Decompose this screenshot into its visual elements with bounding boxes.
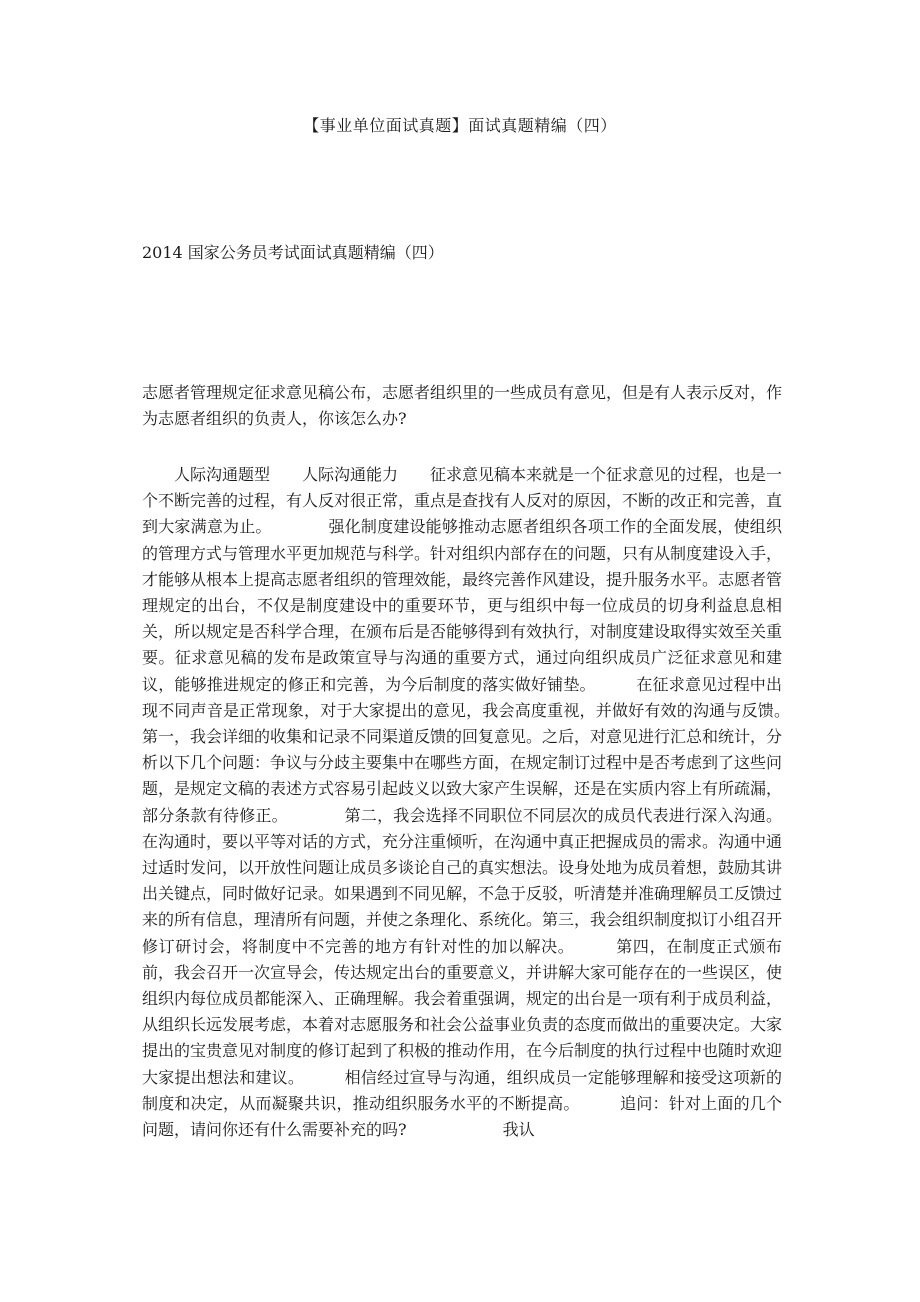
document-subtitle: 2014 国家公务员考试面试真题精编（四） <box>142 243 444 262</box>
interview-question: 志愿者管理规定征求意见稿公布，志愿者组织里的一些成员有意见，但是有人表示反对，作为志愿者组织的负责人，你该怎么办? <box>142 383 783 428</box>
document-title: 【事业单位面试真题】面试真题精编（四） <box>303 116 617 135</box>
answer-paragraph: 人际沟通题型 人际沟通能力 征求意见稿本来就是一个征求意见的过程，也是一个不断完善的过程，有人反对很正常，重点是查找有人反对的原因，不断的改正和完善，直到大家满意为止。 强化制度建设能够推动志愿者组织各项工作的全面发展，使组织的管理方式与管理水平更加规范与科学。针对组织内部存在的问题，只有从制度建设入手，才能够从根本上提高志愿者组织的管理效能，最终完善作风建设，提升服务水平。志愿者管理规定的出台，不仅是制度建设中的重要环节，更与组织中每一位成员的切身利益息息相关，所以规定是否科学合理，在颁布后是否能够得到有效执行，对制度建设取得实效至关重要。征求意见稿的发布是政策宣导与沟通的重要方式，通过向组织成员广泛征求意见和建议，能够推进规定的修正和完善，为今后制度的落实做好铺垫。 在征求意见过程中出现不同声音是正常现象，对于大家提出的意见，我会高度重视，并做好有效的沟通与反馈。 第一，我会详细的收集和记录不同渠道反馈的回复意见。之后，对意见进行汇总和统计，分析以下几个问题：争议与分歧主要集中在哪些方面，在规定制订过程中是否考虑到了这些问题，是规定文稿的表述方式容易引起歧义以致大家产生误解，还是在实质内容上有所疏漏，部分条款有待修正。 第二，我会选择不同职位不同层次的成员代表进行深入沟通。在沟通时，要以平等对话的方式，充分注重倾听，在沟通中真正把握成员的需求。沟通中通过适时发问，以开放性问题让成员多谈论自己的真实想法。设身处地为成员着想，鼓励其讲出关键点，同时做好记录。如果遇到不同见解，不急于反驳，听清楚并准确理解员工反馈过来的所有信息，理清所有问题，并使之条理化、系统化。第三，我会组织制度拟订小组召开修订研讨会，将制度中不完善的地方有针对性的加以解决。 第四，在制度正式颁布前，我会召开一次宣导会，传达规定出台的重要意义，并讲解大家可能存在的一些误区，使组织内每位成员都能深入、正确理解。我会着重强调，规定的出台是一项有利于成员利益，从组织长远发展考虑，本着对志愿服务和社会公益事业负责的态度而做出的重要决定。大家提出的宝贵意见对制度的修订起到了积极的推动作用，在今后制度的执行过程中也随时欢迎大家提出想法和建议。 相信经过宣导与沟通，组织成员一定能够理解和接受这项新的制度和决定，从而凝聚共识，推动组织服务水平的不断提高。 追问：针对上面的几个问题，请问你还有什么需要补充的吗? 我认 <box>142 465 831 1140</box>
